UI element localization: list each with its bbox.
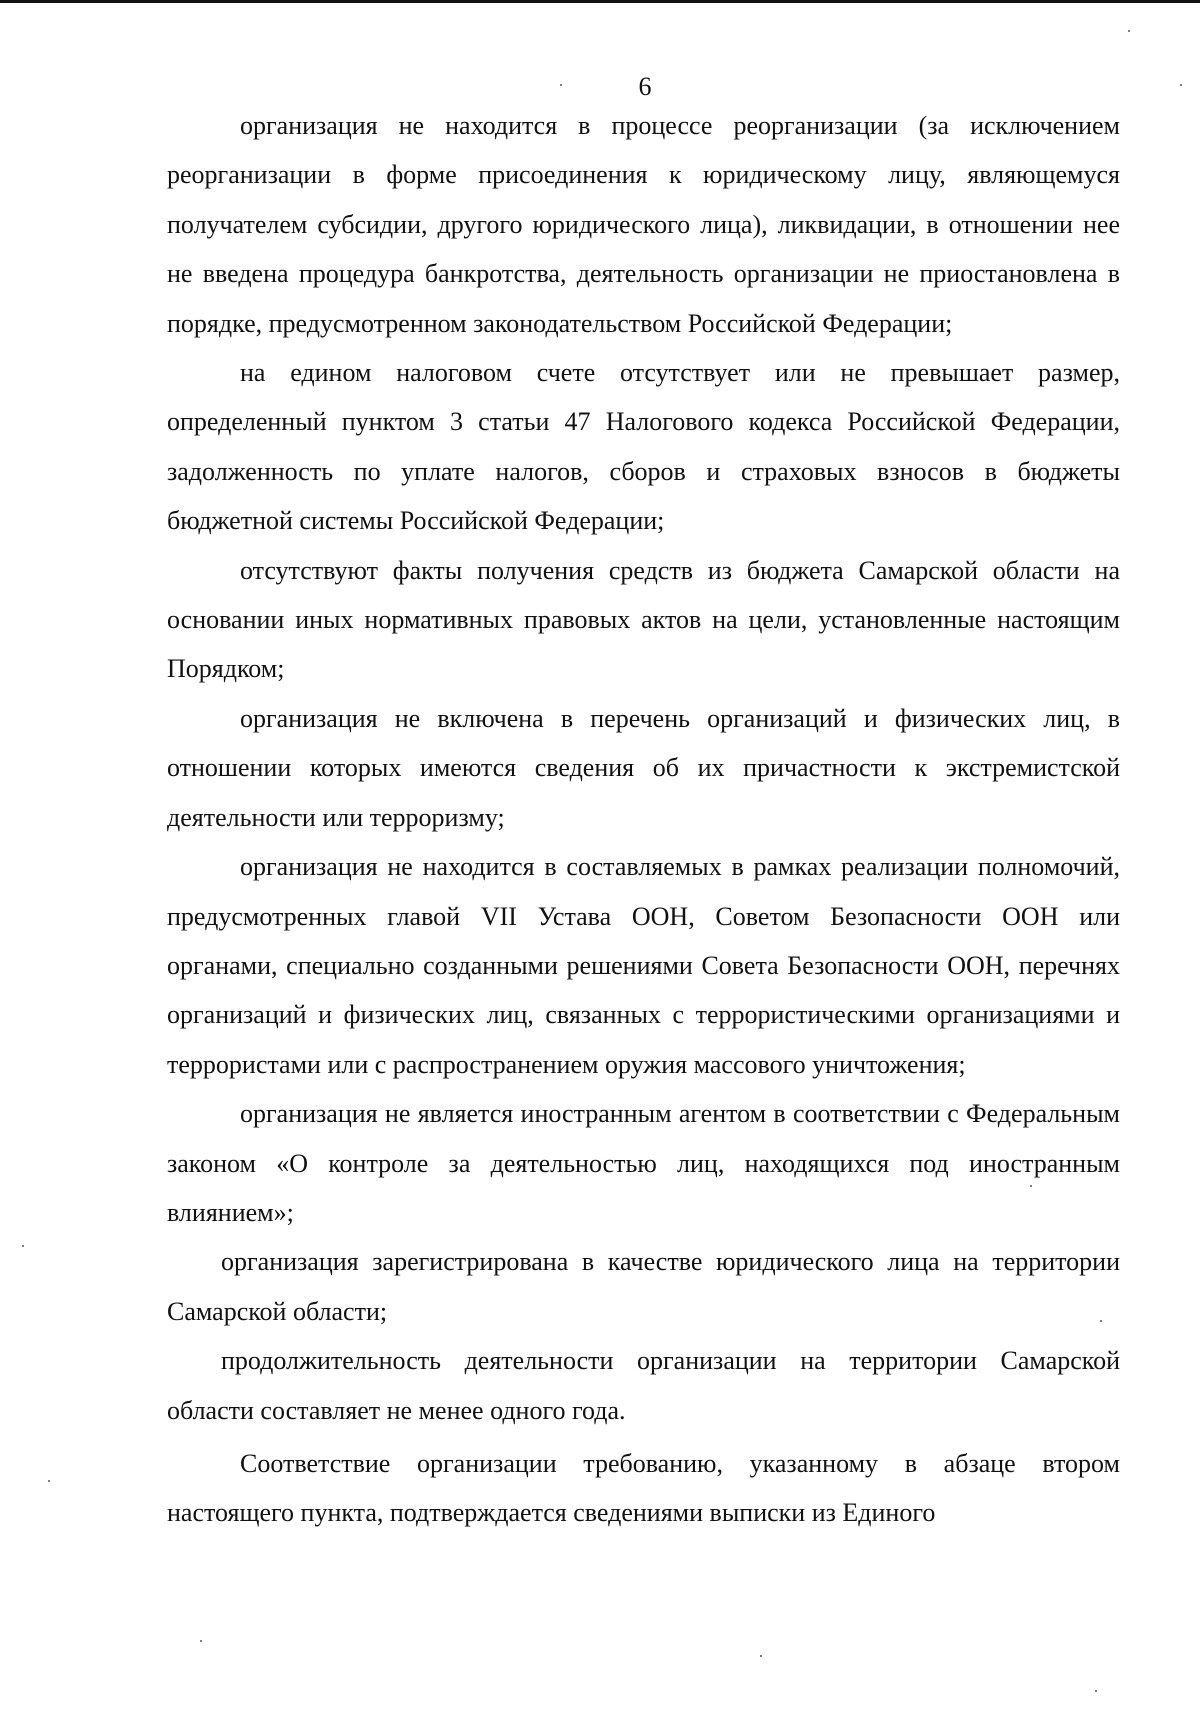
paragraph-activity-duration: продолжительность деятельности организации на территории Самарской области составляет не менее одного года.	[167, 1346, 1120, 1425]
scan-speck	[1100, 1320, 1102, 1322]
paragraph-not-extremist: организация не включена в перечень организаций и физических лиц, в отношении которых имеются сведения об их причастности к экстремистской деятельности или терроризму;	[167, 703, 1120, 832]
scan-speck	[1128, 30, 1130, 32]
page-number: 6	[638, 72, 652, 101]
scan-speck	[22, 1245, 24, 1247]
scan-speck	[1095, 1690, 1097, 1692]
scan-speck	[1030, 1185, 1032, 1187]
paragraph-not-in-reorganization: организация не находится в процессе реорганизации (за исключением реорганизации в форме присоединения к юридическому лицу, являющемуся получателем субсидии, другого юридического лица), ликвидации, в отношении нее не введена процедура банкротства, деятельность организации не приостановлена в порядке, предусмотренном законодательством Российской Федерации;	[167, 111, 1120, 338]
scan-speck	[1180, 84, 1182, 86]
paragraph-compliance-confirmation: Соответствие организации требованию, указанному в абзаце втором настоящего пункта, подтверждается сведениями выписки из Единого	[167, 1448, 1120, 1528]
document-body	[167, 101, 1120, 1538]
page-top-border	[0, 0, 1200, 3]
scan-speck	[560, 84, 562, 86]
scan-speck	[48, 1480, 50, 1482]
paragraph-not-foreign-agent: организация не является иностранным агентом в соответствии с Федеральным законом «О контроле за деятельностью лиц, находящихся под иностранным влиянием»;	[167, 1099, 1120, 1227]
scan-speck	[760, 1655, 762, 1657]
paragraph-un-sanctions: организация не находится в составляемых в рамках реализации полномочий, предусмотренных главой VII Устава ООН, Советом Безопасности ООН или органами, специально созданными решениями Совета Безопасности ООН, перечнях организаций и физических лиц, связанных с террористическими организациями и террористами или с распространением оружия массового уничтожения;	[167, 852, 1120, 1079]
paragraph-no-other-funding: отсутствуют факты получения средств из бюджета Самарской области на основании иных нормативных правовых актов на цели, установленные настоящим Порядком;	[167, 555, 1120, 684]
paragraph-tax-debt: на едином налоговом счете отсутствует или не превышает размер, определенный пунктом 3 статьи 47 Налогового кодекса Российской Федерации, задолженность по уплате налогов, сборов и страховых взносов в бюджеты бюджетной системы Российской Федерации;	[167, 358, 1120, 536]
scan-speck	[200, 1640, 202, 1642]
paragraph-registered-samara: организация зарегистрирована в качестве юридического лица на территории Самарской области;	[167, 1247, 1120, 1326]
